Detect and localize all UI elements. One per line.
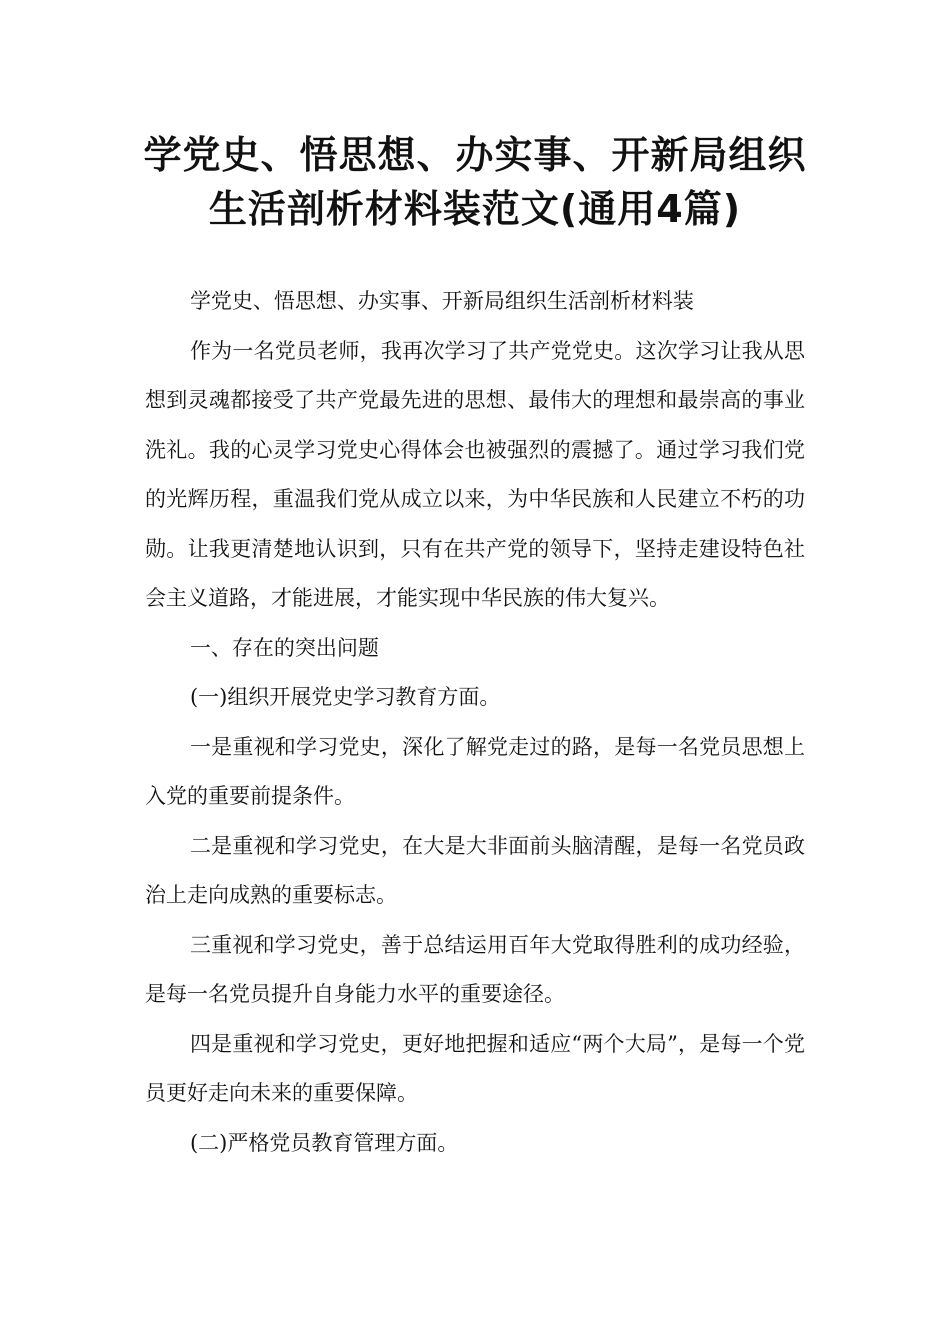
paragraph-point-2: 二是重视和学习党史，在大是大非面前头脑清醒，是每一名党员政治上走向成熟的重要标志。 <box>145 833 805 907</box>
subsection-heading-1: (一)组织开展党史学习教育方面。 <box>189 685 501 709</box>
document-title <box>100 128 850 236</box>
subsection-heading-2: (二)严格党员教育管理方面。 <box>189 1130 459 1155</box>
paragraph-point-3: 三重视和学习党史，善于总结运用百年大党取得胜利的成功经验，是每一名党员提升自身能力水平的重要途径。 <box>145 932 805 1006</box>
section-heading-problems: 一、存在的突出问题 <box>189 635 379 660</box>
paragraph-point-1: 一是重视和学习党史，深化了解党走过的路，是每一名党员思想上入党的重要前提条件。 <box>145 734 805 808</box>
document-body <box>145 277 805 1168</box>
paragraph-subtitle: 学党史、悟思想、办实事、开新局组织生活剖析材料装 <box>189 289 694 313</box>
paragraph-point-4: 四是重视和学习党史，更好地把握和适应“两个大局”，是每一个党员更好走向未来的重要保障。 <box>145 1031 805 1105</box>
title-line-1: 学党史、悟思想、办实事、开新局组织 <box>143 133 807 177</box>
paragraph-intro: 作为一名党员老师，我再次学习了共产党党史。这次学习让我从思想到灵魂都接受了共产党最先进的思想、最伟大的理想和最崇高的事业洗礼。我的心灵学习党史心得体会也被强烈的震撼了。通过学习我们党的光辉历程，重温我们党从成立以来，为中华民族和人民建立不朽的功勋。让我更清楚地认识到，只有在共产党的领导下，坚持走建设特色社会主义道路，才能进展，才能实现中华民族的伟大复兴。 <box>145 338 805 610</box>
title-line-2: 生活剖析材料装范文(通用4篇) <box>208 187 742 231</box>
